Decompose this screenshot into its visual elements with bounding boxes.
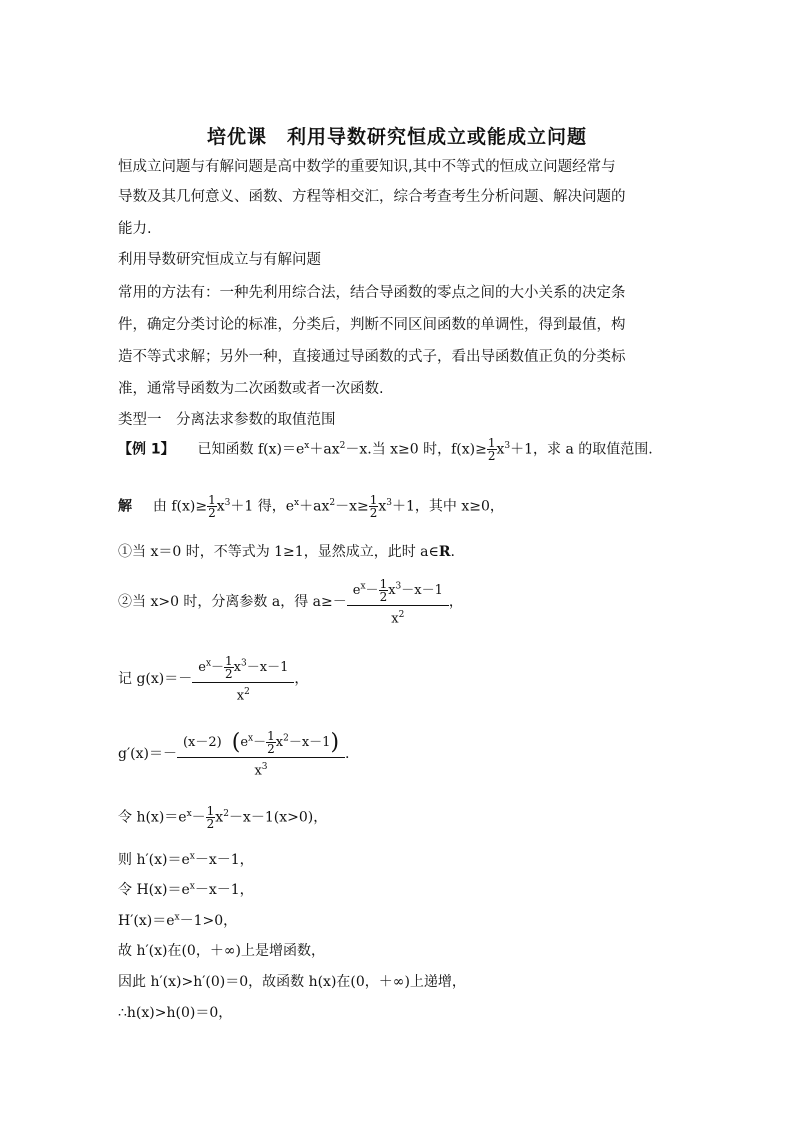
- solution-text: －x－1(x>0)，: [228, 809, 328, 826]
- solution-text: ，: [294, 671, 309, 688]
- solution-text: ②当 x>0 时，分离参数 a，得 a≥－: [118, 594, 347, 611]
- title-part-2: 利用导数研究恒成立或能成立问题: [287, 126, 588, 148]
- intro-line-2: 导数及其几何意义、函数、方程等相交汇，综合考查考生分析问题、解决问题的: [118, 189, 626, 205]
- method-line-4: 准，通常导函数为二次函数或者一次函数.: [118, 381, 384, 397]
- solution-line-7: [118, 849, 254, 869]
- real-numbers-symbol: R: [438, 544, 451, 560]
- solution-text: g′(x)＝－: [118, 746, 177, 763]
- solution-text: ＋1 得，e: [230, 498, 295, 515]
- half-fraction: $\frac{1}{2}$: [206, 804, 215, 831]
- exp: x: [294, 497, 300, 508]
- type-heading: 类型一 分离法求参数的取值范围: [118, 412, 336, 428]
- solution-line-1: [118, 494, 504, 519]
- solution-text: －1>0，: [179, 913, 238, 929]
- solution-text: ＋1，其中 x≥0，: [392, 498, 504, 515]
- solution-line-9: [118, 910, 237, 930]
- exp: 2: [223, 808, 229, 819]
- solution-text: －x－1，: [194, 882, 254, 898]
- solution-line-12: ∴h(x)>h(0)＝0，: [118, 1005, 233, 1021]
- solution-text: －: [191, 809, 206, 826]
- exp: 3: [386, 497, 393, 508]
- exp: 2: [339, 440, 346, 451]
- exp: 3: [224, 497, 231, 508]
- solution-text: －x－1，: [194, 852, 254, 868]
- solution-text: 令 H(x)＝e: [118, 882, 190, 898]
- solution-line-8: [118, 879, 254, 899]
- method-line-1: 常用的方法有：一种先利用综合法，结合导函数的零点之间的大小关系的决定条: [118, 285, 626, 301]
- exp: 2: [329, 497, 336, 508]
- solution-text: ①当 x＝0 时，不等式为 1≥1，显然成立，此时 a∈: [118, 544, 439, 560]
- solution-text: 则 h′(x)＝e: [118, 852, 190, 868]
- example-text: ＋1，求 a 的取值范围.: [510, 441, 653, 458]
- solution-text: H′(x)＝e: [118, 913, 175, 929]
- solution-text: －x≥: [335, 498, 369, 515]
- page-title: [0, 122, 794, 149]
- solution-line-6: [118, 805, 327, 830]
- solution-text: 令 h(x)＝e: [118, 809, 187, 826]
- solution-text: 记 g(x)＝－: [118, 671, 193, 688]
- exp: x: [304, 440, 310, 451]
- solution-line-10: 故 h′(x)在(0，＋∞)上是增函数，: [118, 943, 325, 959]
- example-1: [118, 437, 653, 462]
- example-text: －x.当 x≥0 时，f(x)≥: [345, 441, 487, 458]
- intro-line-1: 恒成立问题与有解问题是高中数学的重要知识,其中不等式的恒成立问题经常与: [118, 159, 616, 175]
- solution-text: .: [345, 746, 350, 763]
- solution-text: .: [450, 544, 455, 560]
- half-fraction: $\frac{1}{2}$: [208, 493, 216, 520]
- half-fraction: $\frac{1}{2}$: [369, 493, 378, 520]
- exp: x: [189, 851, 195, 862]
- solution-label: 解: [118, 498, 132, 515]
- solution-line-5: [118, 730, 349, 778]
- example-label: 【例 1】: [118, 441, 175, 458]
- example-text: x: [496, 441, 505, 458]
- exp: x: [186, 808, 192, 819]
- exp: x: [189, 881, 195, 892]
- exp: x: [174, 912, 180, 923]
- example-text: 已知函数 f(x)＝e: [197, 441, 305, 458]
- exp: 3: [504, 440, 511, 451]
- solution-text: x: [216, 498, 225, 515]
- method-line-3: 造不等式求解；另外一种，直接通过导函数的式子，看出导函数值正负的分类标: [118, 349, 626, 365]
- solution-text: ＋ax: [299, 498, 330, 515]
- solution-line-4: [118, 655, 308, 703]
- solution-text: 由 f(x)≥: [152, 498, 208, 515]
- example-text: ＋ax: [309, 441, 340, 458]
- separated-fraction: $e^x-$ $\frac{1}{2}$ $x^3-x-1$ $x^2$: [347, 578, 449, 626]
- intro-line-3: 能力.: [118, 221, 152, 237]
- solution-text: x: [215, 809, 224, 826]
- solution-line-3: [118, 578, 463, 626]
- half-fraction: $\frac{1}{2}$: [487, 436, 496, 463]
- solution-line-2: [118, 541, 455, 561]
- method-line-2: 件，确定分类讨论的标准，分类后，判断不同区间函数的单调性，得到最值，构: [118, 317, 626, 333]
- section-heading: 利用导数研究恒成立与有解问题: [118, 252, 321, 268]
- g-fraction: $e^x-$ $\frac{1}{2}$ $x^3-x-1$ $x^2$: [192, 655, 294, 703]
- g-derivative-fraction: (x－2) ($e^x-$ $\frac{1}{2}$ $x^2-x-1$) $x^3$: [177, 730, 345, 778]
- solution-line-11: 因此 h′(x)>h′(0)＝0，故函数 h(x)在(0，＋∞)上递增，: [118, 974, 466, 990]
- title-part-1: 培优课: [206, 126, 267, 148]
- solution-text: x: [378, 498, 387, 515]
- solution-text: ，: [448, 594, 463, 611]
